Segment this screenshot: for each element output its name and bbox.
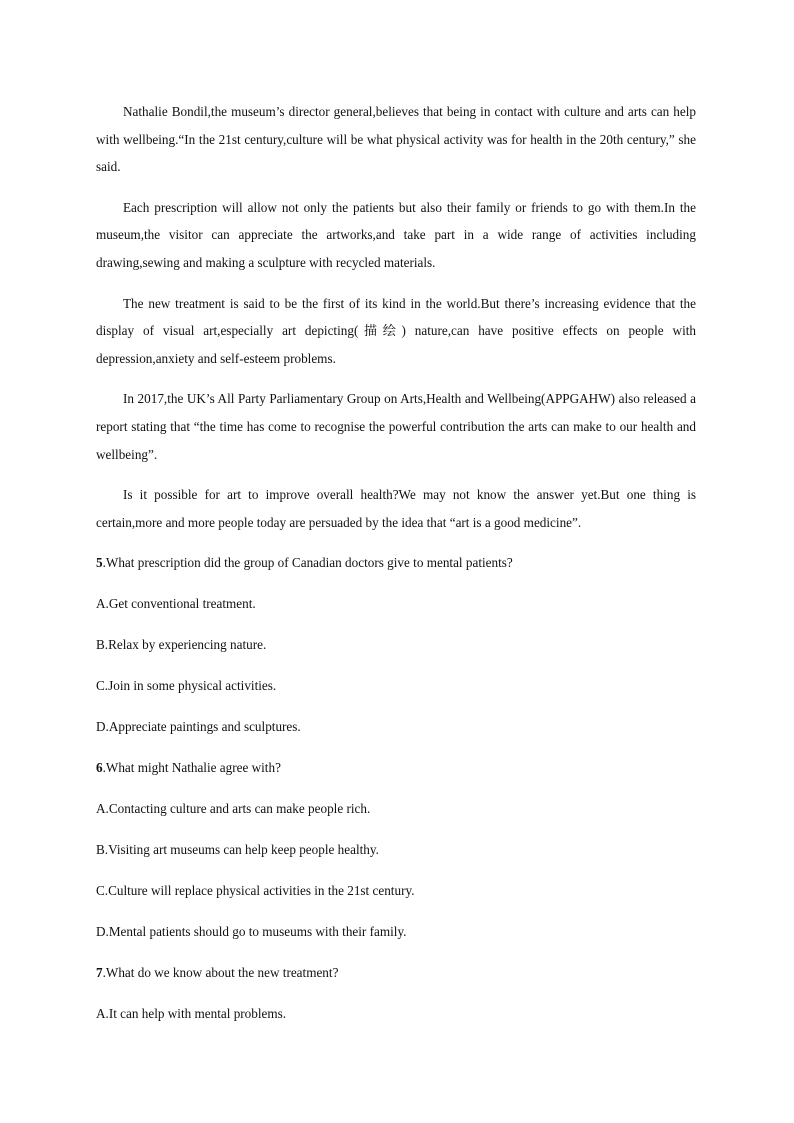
passage-paragraph-5: Is it possible for art to improve overall health?We may not know the answer yet.But one thing is certain,more and more people today are persuaded by the idea that “art is a good medicine”. (96, 487, 696, 530)
question-number: 6 (96, 760, 103, 776)
question-6-option-d: D.Mental patients should go to museums with their family. (96, 924, 407, 940)
question-number: 7 (96, 965, 103, 981)
question-5 (96, 549, 696, 741)
question-5-option-c: C.Join in some physical activities. (96, 678, 277, 694)
passage-paragraph-3: The new treatment is said to be the first of its kind in the world.But there’s increasing evidence that the display of visual art,especially art depicting(描绘) nature,can have positive effects on people with depression,anxiety and self-esteem problems. (96, 295, 696, 366)
question-6 (96, 754, 696, 946)
question-5-option-a: A.Get conventional treatment. (96, 596, 256, 612)
passage-paragraph-4: In 2017,the UK’s All Party Parliamentary Group on Arts,Health and Wellbeing(APPGAHW) also released a report stating that “the time has come to recognise the powerful contribution the arts can make to our health and wellbeing”. (96, 391, 696, 462)
question-6-option-b: B.Visiting art museums can help keep people healthy. (96, 842, 379, 858)
question-7-option-a: A.It can help with mental problems. (96, 1006, 287, 1022)
question-7 (96, 959, 696, 1028)
question-number: 5 (96, 555, 103, 571)
question-6-option-a: A.Contacting culture and arts can make people rich. (96, 801, 371, 817)
question-6-stem (96, 754, 696, 782)
question-7-stem (96, 959, 696, 987)
question-5-stem (96, 549, 696, 577)
question-6-option-c: C.Culture will replace physical activities in the 21st century. (96, 883, 415, 899)
question-text: .What do we know about the new treatment? (102, 965, 339, 981)
question-text: .What prescription did the group of Canadian doctors give to mental patients? (102, 555, 513, 571)
document-page (96, 98, 696, 1041)
question-5-option-b: B.Relax by experiencing nature. (96, 637, 267, 653)
question-text: .What might Nathalie agree with? (102, 760, 281, 776)
passage-paragraph-2: Each prescription will allow not only the patients but also their family or friends to go with them.In the museum,the visitor can appreciate the artworks,and take part in a wide range of activities including drawing,sewing and making a sculpture with recycled materials. (96, 199, 696, 270)
passage-paragraph-1: Nathalie Bondil,the museum’s director general,believes that being in contact with culture and arts can help with wellbeing.“In the 21st century,culture will be what physical activity was for health in the 20th century,” she said. (96, 104, 696, 175)
question-5-option-d: D.Appreciate paintings and sculptures. (96, 719, 301, 735)
